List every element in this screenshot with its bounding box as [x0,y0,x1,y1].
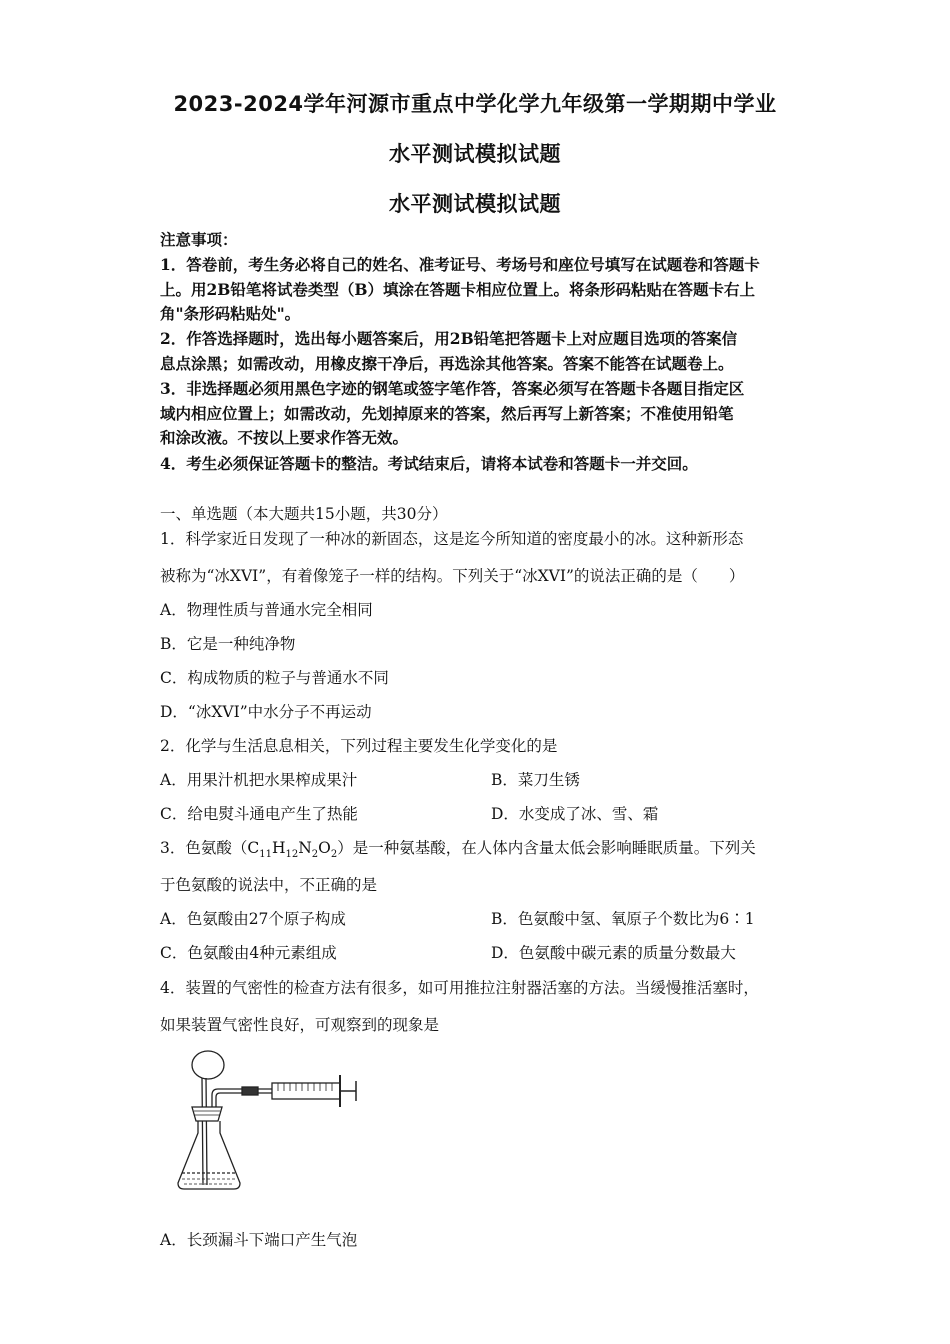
notice-line: 域内相应位置上；如需改动，先划掉原来的答案，然后再写上新答案；不准使用铅笔 [160,404,734,423]
title-line-1: 2023-2024学年河源市重点中学化学九年级第一学期期中学业 [173,92,777,116]
notice-line: 3．非选择题必须用黑色字迹的钢笔或签字笔作答，答案必须写在答题卡各题目指定区 [160,379,745,398]
notice-line: 4．考生必须保证答题卡的整洁。考试结束后，请将本试卷和答题卡一并交回。 [160,454,698,473]
q4-option-a: A．长颈漏斗下端口产生气泡 [160,1231,358,1249]
syringe-barrel [272,1083,340,1099]
q3-option-d: D．色氨酸中碳元素的质量分数最大 [491,944,736,962]
q1-option-d: D．“冰XVI”中水分子不再运动 [160,703,372,721]
q1-stem: 1．科学家近日发现了一种冰的新固态，这是迄今所知道的密度最小的冰。这种新形态 [160,530,744,548]
title-line-2: 水平测试模拟试题 [389,142,561,166]
q3-option-a: A．色氨酸由27个原子构成 [160,910,346,928]
q4-stem: 如果装置气密性良好，可观察到的现象是 [160,1016,440,1034]
syringe-plunger [340,1081,356,1101]
q1-option-c: C．构成物质的粒子与普通水不同 [160,669,389,687]
q3-stem: 于色氨酸的说法中，不正确的是 [160,876,378,894]
notice-line: 上。用2B铅笔将试卷类型（B）填涂在答题卡相应位置上。将条形码粘贴在答题卡右上 [160,280,755,299]
notice-line: 角"条形码粘贴处"。 [160,304,301,323]
q1-stem: 被称为“冰XVI”，有着像笼子一样的结构。下列关于“冰XVI”的说法正确的是（ ） [160,567,745,585]
funnel-stem [202,1078,207,1185]
q1-option-a: A．物理性质与普通水完全相同 [160,601,373,619]
q2-option-b: B．菜刀生锈 [491,771,580,789]
notice-line: 息点涂黑；如需改动，用橡皮擦干净后，再选涂其他答案。答案不能答在试题卷上。 [160,354,734,373]
q4-stem: 4．装置的气密性的检查方法有很多，如可用推拉注射器活塞的方法。当缓慢推活塞时， [160,979,759,997]
funnel-bulb [192,1051,224,1079]
rubber-connector [242,1087,258,1095]
q2-stem: 2．化学与生活息息相关，下列过程主要发生化学变化的是 [160,737,558,755]
q3-stem: 3．色氨酸$(C_{11}H_{12}N_2O_2)$是一种氨基酸，在人体内含量太低会影响睡眠质量。下列关 [160,839,756,861]
notice-line: 2．作答选择题时，选出每小题答案后，用2B铅笔把答题卡上对应题目选项的答案信 [160,329,738,348]
section-heading: 一、单选题（本大题共15小题，共30分） [160,505,448,523]
q2-option-a: A．用果汁机把水果榨成果汁 [160,771,358,789]
notice-line: 1．答卷前，考生务必将自己的姓名、准考证号、考场号和座位号填写在试题卷和答题卡 [160,255,760,274]
notice-heading: 注意事项： [160,230,238,249]
q2-option-d: D．水变成了冰、雪、霜 [491,805,659,823]
delivery-tube [212,1089,242,1107]
q3-option-c: C．色氨酸由4种元素组成 [160,944,337,962]
rubber-stopper [192,1107,222,1121]
q3-option-b: B．色氨酸中氢、氧原子个数比为6∶1 [491,910,755,928]
q2-option-c: C．给电熨斗通电产生了热能 [160,805,358,823]
q1-option-b: B．它是一种纯净物 [160,635,296,653]
notice-line: 和涂改液。不按以上要求作答无效。 [160,428,409,447]
title-line-3: 水平测试模拟试题 [389,192,561,216]
gas-tightness-apparatus-diagram [170,1045,370,1195]
